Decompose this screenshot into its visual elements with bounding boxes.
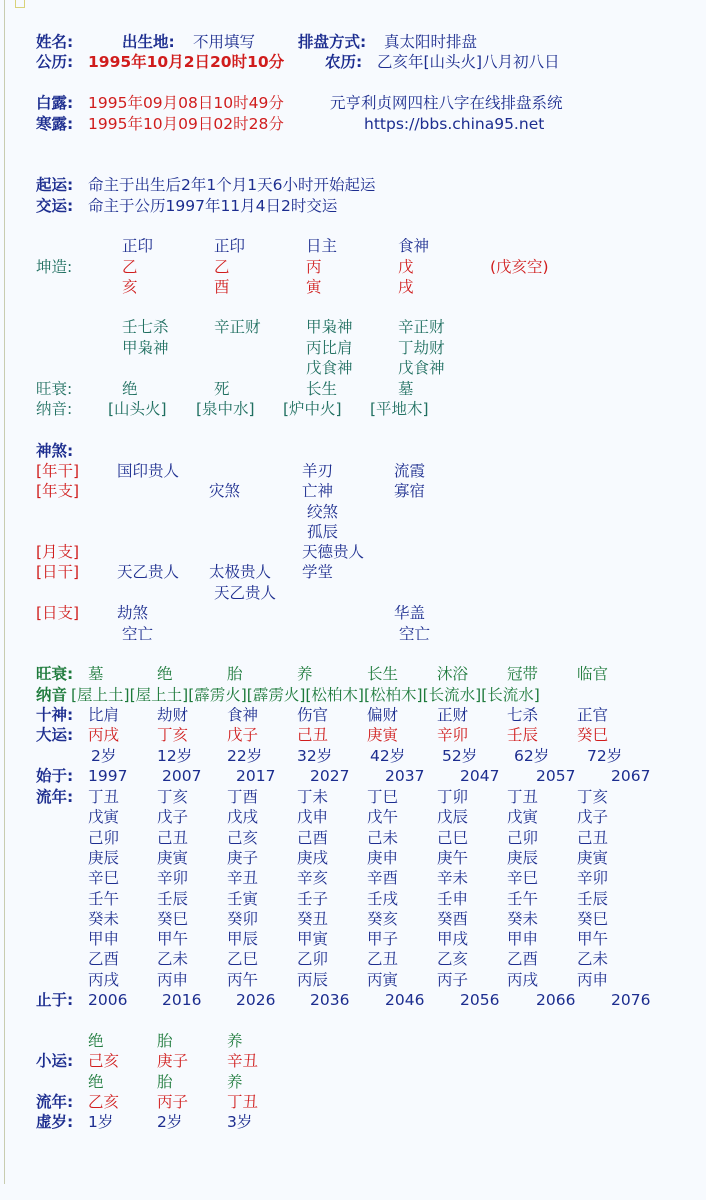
xiaoyun-liunian: 丙子	[157, 1093, 189, 1111]
hanlu-value: 1995年10月09日02时28分	[88, 115, 284, 133]
left-border-line	[4, 0, 5, 1184]
dayun-liunian: 戊辰	[437, 808, 469, 827]
dayun-liunian: 壬寅	[227, 889, 259, 908]
pillar-zhi: 戌	[398, 278, 414, 296]
dayun-liunian: 癸丑	[297, 909, 329, 928]
solar-value: 1995年10月2日20时10分	[88, 53, 285, 71]
dayun-liunian: 己卯	[88, 828, 120, 847]
xusui-value: 1岁	[88, 1113, 114, 1131]
dayun-shishen: 偏财	[367, 706, 399, 724]
dayun-ganzhi: 庚寅	[367, 726, 399, 744]
pillar-wangshuai: 绝	[122, 380, 138, 398]
dayun-liunian: 戊寅	[507, 808, 539, 827]
dayun-liunian: 癸亥	[367, 909, 399, 928]
dayun-liunian: 癸未	[507, 909, 539, 928]
dayun-shishen: 食神	[227, 706, 259, 724]
dayun-start-year: 2017	[236, 767, 276, 785]
dayun-liunian: 己丑	[157, 828, 189, 847]
pillar-gan: 乙	[122, 258, 138, 276]
xiaoyun-wangshuai-top: 绝	[88, 1032, 104, 1050]
dayun-liunian: 甲子	[367, 930, 399, 949]
pillar-gan: 乙	[214, 258, 230, 276]
dayun-liunian: 辛巳	[88, 869, 120, 888]
dayun-start-label: 始于:	[36, 767, 74, 785]
jiaoyun-value: 命主于公历1997年11月4日2时交运	[88, 197, 338, 215]
shensha-item: 绞煞	[307, 502, 339, 521]
dayun-end-year: 2066	[536, 991, 576, 1009]
dayun-liunian: 丙戌	[88, 970, 120, 989]
dayun-liunian: 丙午	[227, 970, 259, 989]
dayun-nayin-label: 纳音	[36, 686, 68, 704]
dayun-liunian: 壬辰	[577, 889, 609, 908]
dayun-end-year: 2016	[162, 991, 202, 1009]
pillar-canggan: 丙比肩	[306, 338, 353, 357]
dayun-start-year: 2027	[310, 767, 350, 785]
pillar-wangshuai: 墓	[398, 380, 414, 398]
kong-wang: (戊亥空)	[490, 258, 549, 276]
pillar-nayin: [泉中水]	[196, 400, 255, 418]
dayun-liunian: 丁丑	[88, 788, 120, 806]
dayun-liunian: 癸卯	[227, 909, 259, 928]
dayun-ganzhi: 壬辰	[507, 726, 539, 744]
dayun-shishen: 伤官	[297, 706, 329, 724]
method-label: 排盘方式:	[298, 33, 367, 51]
dayun-liunian: 丁丑	[507, 788, 539, 806]
dayun-ganzhi: 癸巳	[577, 726, 609, 744]
dayun-liunian: 癸巳	[577, 909, 609, 928]
dayun-ganzhi: 丁亥	[157, 726, 189, 744]
shensha-item: 天乙贵人	[117, 563, 180, 581]
xiaoyun-wangshuai-bottom: 胎	[157, 1073, 173, 1091]
shensha-row-label: [年干]	[36, 462, 80, 480]
dayun-liunian: 辛未	[437, 869, 469, 888]
dayun-liunian: 庚申	[367, 848, 399, 867]
dayun-liunian: 辛丑	[227, 869, 259, 888]
shensha-title: 神煞:	[36, 442, 74, 460]
dayun-liunian: 癸未	[88, 909, 120, 928]
dayun-liunian: 辛卯	[157, 869, 189, 888]
dayun-liunian: 壬申	[437, 889, 469, 908]
shensha-item: 空亡	[399, 624, 431, 643]
dayun-ganzhi: 辛卯	[437, 726, 469, 744]
page-corner-icon	[15, 0, 25, 8]
jiaoyun-label: 交运:	[36, 197, 74, 215]
dayun-end-label: 止于:	[36, 991, 74, 1009]
dayun-age: 62岁	[514, 747, 550, 765]
xiaoyun-liunian: 乙亥	[88, 1093, 120, 1111]
site-url-link[interactable]: https://bbs.china95.net	[364, 115, 545, 133]
shensha-item: 灾煞	[209, 482, 241, 500]
birthplace-label: 出生地:	[122, 33, 175, 51]
dayun-liunian: 辛巳	[507, 869, 539, 888]
dayun-liunian: 癸酉	[437, 909, 469, 928]
dayun-ganzhi: 戊子	[227, 726, 259, 744]
xiaoyun-liunian: 丁丑	[227, 1093, 259, 1111]
birthplace-value: 不用填写	[193, 33, 256, 51]
dayun-wangshuai: 冠带	[507, 665, 539, 683]
dayun-liunian: 丙申	[577, 970, 609, 989]
dayun-end-year: 2076	[611, 991, 651, 1009]
dayun-liunian: 己未	[367, 828, 399, 847]
wangshuai-label: 旺衰:	[36, 380, 73, 398]
dayun-liunian: 丁酉	[227, 788, 259, 806]
dayun-liunian: 己丑	[577, 828, 609, 847]
dayun-age: 22岁	[227, 747, 263, 765]
dayun-liunian: 甲申	[88, 930, 120, 949]
dayun-shishen: 正财	[437, 706, 469, 724]
system-name: 元亨利贞网四柱八字在线排盘系统	[330, 94, 563, 112]
dayun-liunian: 辛卯	[577, 869, 609, 888]
solar-label: 公历:	[36, 53, 74, 71]
pillar-zhi: 亥	[122, 278, 138, 296]
lunar-label: 农历:	[325, 53, 363, 71]
dayun-liunian: 庚戌	[297, 848, 329, 867]
dayun-start-year: 2007	[162, 767, 202, 785]
shensha-item: 天德贵人	[302, 543, 365, 561]
pillar-canggan: 辛正财	[398, 318, 445, 336]
dayun-liunian: 乙丑	[367, 950, 399, 969]
dayun-shishen: 正官	[577, 706, 609, 724]
dayun-nayin: [屋上土][屋上土][霹雳火][霹雳火][松柏木][松柏木][长流水][长流水]	[71, 686, 540, 704]
pillar-gan: 丙	[306, 258, 322, 276]
dayun-shishen: 比肩	[88, 706, 120, 724]
dayun-liunian: 辛酉	[367, 869, 399, 888]
dayun-liunian: 壬戌	[367, 889, 399, 908]
kunzao-label: 坤造:	[36, 258, 73, 276]
shensha-item: 流霞	[394, 462, 426, 480]
dayun-liunian: 庚寅	[577, 848, 609, 867]
dayun-wangshuai: 养	[297, 665, 313, 683]
dayun-liunian: 戊子	[577, 808, 609, 827]
pillar-zhi: 寅	[306, 278, 322, 296]
dayun-shishen-label: 十神:	[36, 706, 74, 724]
pillar-nayin: [炉中火]	[283, 400, 342, 418]
dayun-liunian: 戊戌	[227, 808, 259, 827]
xiaoyun-ganzhi: 辛丑	[227, 1052, 259, 1070]
shensha-item: 孤辰	[307, 523, 339, 541]
dayun-liunian: 乙未	[577, 950, 609, 969]
shensha-item: 太极贵人	[209, 563, 272, 581]
dayun-liunian: 戊午	[367, 808, 399, 827]
shensha-item: 亡神	[302, 482, 334, 500]
dayun-liunian: 壬辰	[157, 889, 189, 908]
pillar-wangshuai: 长生	[306, 380, 338, 398]
xiaoyun-wangshuai-bottom: 绝	[88, 1073, 104, 1091]
dayun-liunian: 丁卯	[437, 788, 469, 806]
bailu-value: 1995年09月08日10时49分	[88, 94, 284, 112]
xusui-value: 2岁	[157, 1113, 183, 1131]
dayun-wangshuai-label: 旺衰:	[36, 665, 74, 683]
pillar-nayin: [山头火]	[108, 400, 167, 418]
shensha-row-label: [年支]	[36, 482, 80, 500]
shensha-item: 寡宿	[394, 482, 426, 500]
xiaoyun-wangshuai-bottom: 养	[227, 1073, 243, 1091]
dayun-liunian: 丁亥	[157, 788, 189, 806]
dayun-liunian: 壬午	[88, 889, 120, 908]
dayun-wangshuai: 长生	[367, 665, 399, 683]
shensha-row-label: [月支]	[36, 543, 80, 561]
dayun-wangshuai: 沐浴	[437, 665, 469, 683]
pillar-zhi: 酉	[214, 278, 230, 296]
pillar-wangshuai: 死	[214, 380, 230, 398]
dayun-end-year: 2056	[460, 991, 500, 1009]
shensha-item: 学堂	[302, 563, 334, 581]
dayun-liunian: 己亥	[227, 828, 259, 847]
dayun-liunian: 丙辰	[297, 970, 329, 989]
pillar-canggan: 甲枭神	[122, 338, 169, 357]
dayun-liunian: 己酉	[297, 828, 329, 847]
dayun-shishen: 七杀	[507, 706, 539, 724]
dayun-liunian: 丙子	[437, 970, 469, 989]
dayun-ganzhi: 丙戌	[88, 726, 120, 744]
dayun-shishen: 劫财	[157, 706, 189, 724]
pillar-canggan: 壬七杀	[122, 318, 169, 336]
dayun-liunian: 戊子	[157, 808, 189, 827]
dayun-liunian: 戊寅	[88, 808, 120, 827]
dayun-liunian: 癸巳	[157, 909, 189, 928]
dayun-liunian: 甲申	[507, 930, 539, 949]
dayun-wangshuai: 绝	[157, 665, 173, 683]
dayun-wangshuai: 胎	[227, 665, 243, 683]
shensha-item: 国印贵人	[117, 462, 180, 480]
dayun-liunian: 庚辰	[507, 848, 539, 867]
xusui-label: 虚岁:	[36, 1113, 74, 1131]
pillar-canggan: 戊食神	[306, 359, 353, 377]
xusui-value: 3岁	[227, 1113, 253, 1131]
nayin-label: 纳音:	[36, 400, 73, 418]
dayun-start-year: 2047	[460, 767, 500, 785]
shensha-row-label: [日干]	[36, 563, 80, 581]
xiaoyun-ganzhi: 庚子	[157, 1052, 189, 1070]
xiaoyun-liunian-label: 流年:	[36, 1093, 74, 1111]
lunar-value: 乙亥年[山头火]八月初八日	[377, 53, 560, 71]
dayun-age: 52岁	[442, 747, 478, 765]
pillar-shishen: 食神	[398, 237, 430, 255]
dayun-ganzhi: 己丑	[297, 726, 329, 744]
dayun-liunian: 乙亥	[437, 950, 469, 969]
dayun-wangshuai: 墓	[88, 665, 104, 683]
shensha-item: 天乙贵人	[214, 583, 277, 602]
dayun-age: 12岁	[157, 747, 193, 765]
dayun-age: 2岁	[91, 747, 117, 765]
shensha-item: 华盖	[394, 604, 426, 622]
dayun-liunian: 己巳	[437, 828, 469, 847]
dayun-liunian-label: 流年:	[36, 788, 74, 806]
dayun-liunian: 甲午	[577, 930, 609, 949]
dayun-end-year: 2026	[236, 991, 276, 1009]
pillar-canggan: 丁劫财	[398, 338, 445, 357]
dayun-liunian: 壬午	[507, 889, 539, 908]
dayun-liunian: 乙未	[157, 950, 189, 969]
dayun-age: 32岁	[297, 747, 333, 765]
dayun-liunian: 庚午	[437, 848, 469, 867]
xiaoyun-wangshuai-top: 养	[227, 1032, 243, 1050]
dayun-liunian: 丙寅	[367, 970, 399, 989]
dayun-liunian: 辛亥	[297, 869, 329, 888]
dayun-liunian: 己卯	[507, 828, 539, 847]
dayun-end-year: 2036	[310, 991, 350, 1009]
qiyun-label: 起运:	[36, 176, 74, 194]
dayun-start-year: 2037	[385, 767, 425, 785]
dayun-start-year: 1997	[88, 767, 128, 785]
dayun-liunian: 庚辰	[88, 848, 120, 867]
pillar-canggan: 戊食神	[398, 359, 445, 377]
dayun-liunian: 乙酉	[88, 950, 120, 969]
dayun-liunian: 戊申	[297, 808, 329, 827]
pillar-shishen: 正印	[214, 237, 246, 255]
pillar-shishen: 日主	[306, 237, 338, 255]
dayun-liunian: 甲辰	[227, 930, 259, 949]
pillar-canggan: 辛正财	[214, 318, 261, 336]
dayun-label: 大运:	[36, 726, 74, 744]
pillar-canggan: 甲枭神	[306, 318, 353, 336]
shensha-item: 空亡	[122, 624, 154, 643]
pillar-shishen: 正印	[122, 237, 154, 255]
pillar-nayin: [平地木]	[370, 400, 429, 418]
name-label: 姓名:	[36, 33, 74, 51]
qiyun-value: 命主于出生后2年1个月1天6小时开始起运	[88, 176, 376, 194]
dayun-liunian: 丁亥	[577, 788, 609, 806]
dayun-liunian: 乙巳	[227, 950, 259, 969]
dayun-liunian: 丁未	[297, 788, 329, 806]
dayun-liunian: 乙酉	[507, 950, 539, 969]
dayun-age: 72岁	[587, 747, 623, 765]
dayun-liunian: 庚寅	[157, 848, 189, 867]
dayun-liunian: 壬子	[297, 889, 329, 908]
dayun-wangshuai: 临官	[577, 665, 609, 683]
shensha-item: 羊刃	[302, 462, 334, 480]
dayun-liunian: 丙戌	[507, 970, 539, 989]
hanlu-label: 寒露:	[36, 115, 74, 133]
pillar-gan: 戊	[398, 258, 414, 276]
bailu-label: 白露:	[36, 94, 74, 112]
dayun-start-year: 2057	[536, 767, 576, 785]
dayun-liunian: 甲戌	[437, 930, 469, 949]
method-value: 真太阳时排盘	[384, 33, 478, 51]
dayun-end-year: 2006	[88, 991, 128, 1009]
xiaoyun-label: 小运:	[36, 1052, 74, 1070]
dayun-liunian: 乙卯	[297, 950, 329, 969]
dayun-end-year: 2046	[385, 991, 425, 1009]
dayun-liunian: 丙申	[157, 970, 189, 989]
dayun-start-year: 2067	[611, 767, 651, 785]
dayun-liunian: 庚子	[227, 848, 259, 867]
xiaoyun-wangshuai-top: 胎	[157, 1032, 173, 1050]
dayun-age: 42岁	[370, 747, 406, 765]
dayun-liunian: 甲寅	[297, 930, 329, 949]
xiaoyun-ganzhi: 己亥	[88, 1052, 120, 1070]
shensha-row-label: [日支]	[36, 604, 80, 622]
dayun-liunian: 丁巳	[367, 788, 399, 806]
shensha-item: 劫煞	[117, 604, 149, 622]
dayun-liunian: 甲午	[157, 930, 189, 949]
